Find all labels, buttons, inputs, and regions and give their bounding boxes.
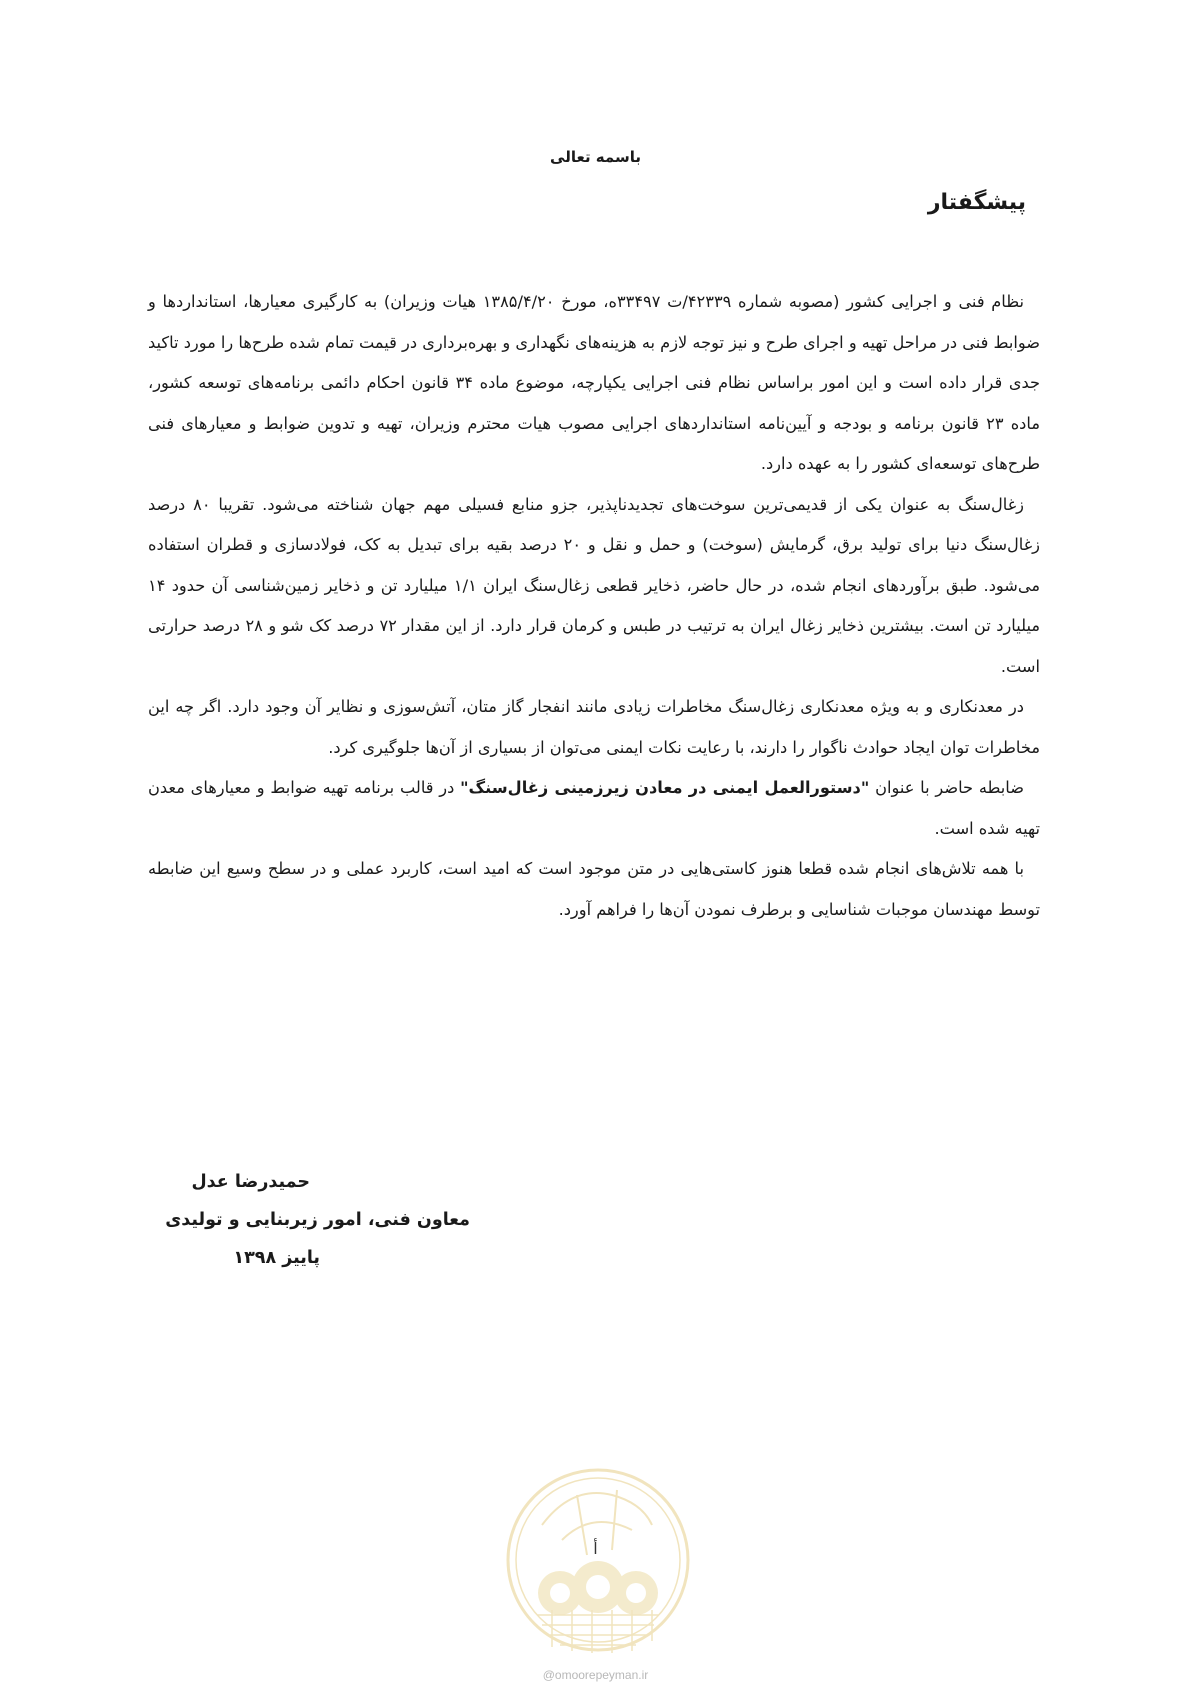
section-heading: پیشگفتار	[927, 190, 1026, 215]
omoore-peyman-seal-icon	[502, 1465, 694, 1655]
paragraph-4-after: در قالب برنامه تهیه ضوابط و معیارهای معدن تهیه شده است.	[148, 778, 1040, 838]
signature-date: پاییز ۱۳۹۸	[233, 1248, 320, 1268]
page-number: أ	[593, 1539, 598, 1558]
paragraph-4	[148, 768, 1040, 849]
paragraph-5: با همه تلاش‌های انجام شده قطعا هنوز کاستی‌هایی در متن موجود است که امید است، کاربرد عملی و در سطح وسیع این ضابطه توسط مهندسان موجبات شناسایی و برطرف نمودن آن‌ها را فراهم آورد.	[148, 859, 1040, 919]
signatory-role: معاون فنی، امور زیربنایی و تولیدی	[165, 1210, 470, 1230]
paragraph-4-before: ضابطه حاضر با عنوان	[869, 778, 1024, 797]
paragraph-1: نظام فنی و اجرایی کشور (مصوبه شماره ۴۲۳۳۹/ت ۳۳۴۹۷ه، مورخ ۱۳۸۵/۴/۲۰ هیات وزیران) به کارگیری معیارها، استانداردها و ضوابط فنی در مراحل تهیه و اجرای طرح و نیز توجه لازم به هزینه‌های نگهداری و بهره‌برداری در قیمت تمام شده طرح‌ها را مورد تاکید جدی قرار داده است و این امور براساس نظام فنی اجرایی یکپارچه، موضوع ماده ۳۴ قانون احکام دائمی برنامه‌های توسعه کشور، ماده ۲۳ قانون برنامه و بودجه و آیین‌نامه استانداردهای اجرایی مصوب هیات محترم وزیران، تهیه و تدوین ضوابط و معیارهای فنی طرح‌های توسعه‌ای کشور را به عهده دارد.	[148, 292, 1041, 473]
paragraph-3: در معدنکاری و به ویژه معدنکاری زغال‌سنگ مخاطرات زیادی مانند انفجار گاز متان، آتش‌سوزی و نظایر آن وجود دارد. اگر چه این مخاطرات توان ایجاد حوادث ناگوار را دارند، با رعایت نکات ایمنی می‌توان از بسیاری از آن‌ها جلوگیری کرد.	[148, 697, 1040, 757]
footer-website: @omoorepeyman.ir	[542, 1668, 649, 1682]
signatory-name: حمیدرضا عدل	[191, 1172, 310, 1192]
standard-title: "دستورالعمل ایمنی در معادن زیرزمینی زغال‌سنگ"	[460, 778, 870, 797]
body-text	[148, 282, 1040, 930]
paragraph-2: زغال‌سنگ به عنوان یکی از قدیمی‌ترین سوخت‌های تجدیدناپذیر، جزو منابع فسیلی مهم جهان شناخته می‌شود. تقریبا ۸۰ درصد زغال‌سنگ دنیا برای تولید برق، گرمایش (سوخت) و حمل و نقل و ۲۰ درصد بقیه برای تبدیل به کک، فولادسازی و قطران استفاده می‌شود. طبق برآوردهای انجام شده، در حال حاضر، ذخایر قطعی زغال‌سنگ ایران ۱/۱ میلیارد تن و ذخایر زمین‌شناسی آن حدود ۱۴ میلیارد تن است. بیشترین ذخایر زغال ایران به ترتیب در طبس و کرمان قرار دارد. از این مقدار ۷۲ درصد کک شو و ۲۸ درصد حرارتی است.	[148, 494, 1040, 676]
invocation-title: باسمه تعالی	[550, 148, 641, 166]
